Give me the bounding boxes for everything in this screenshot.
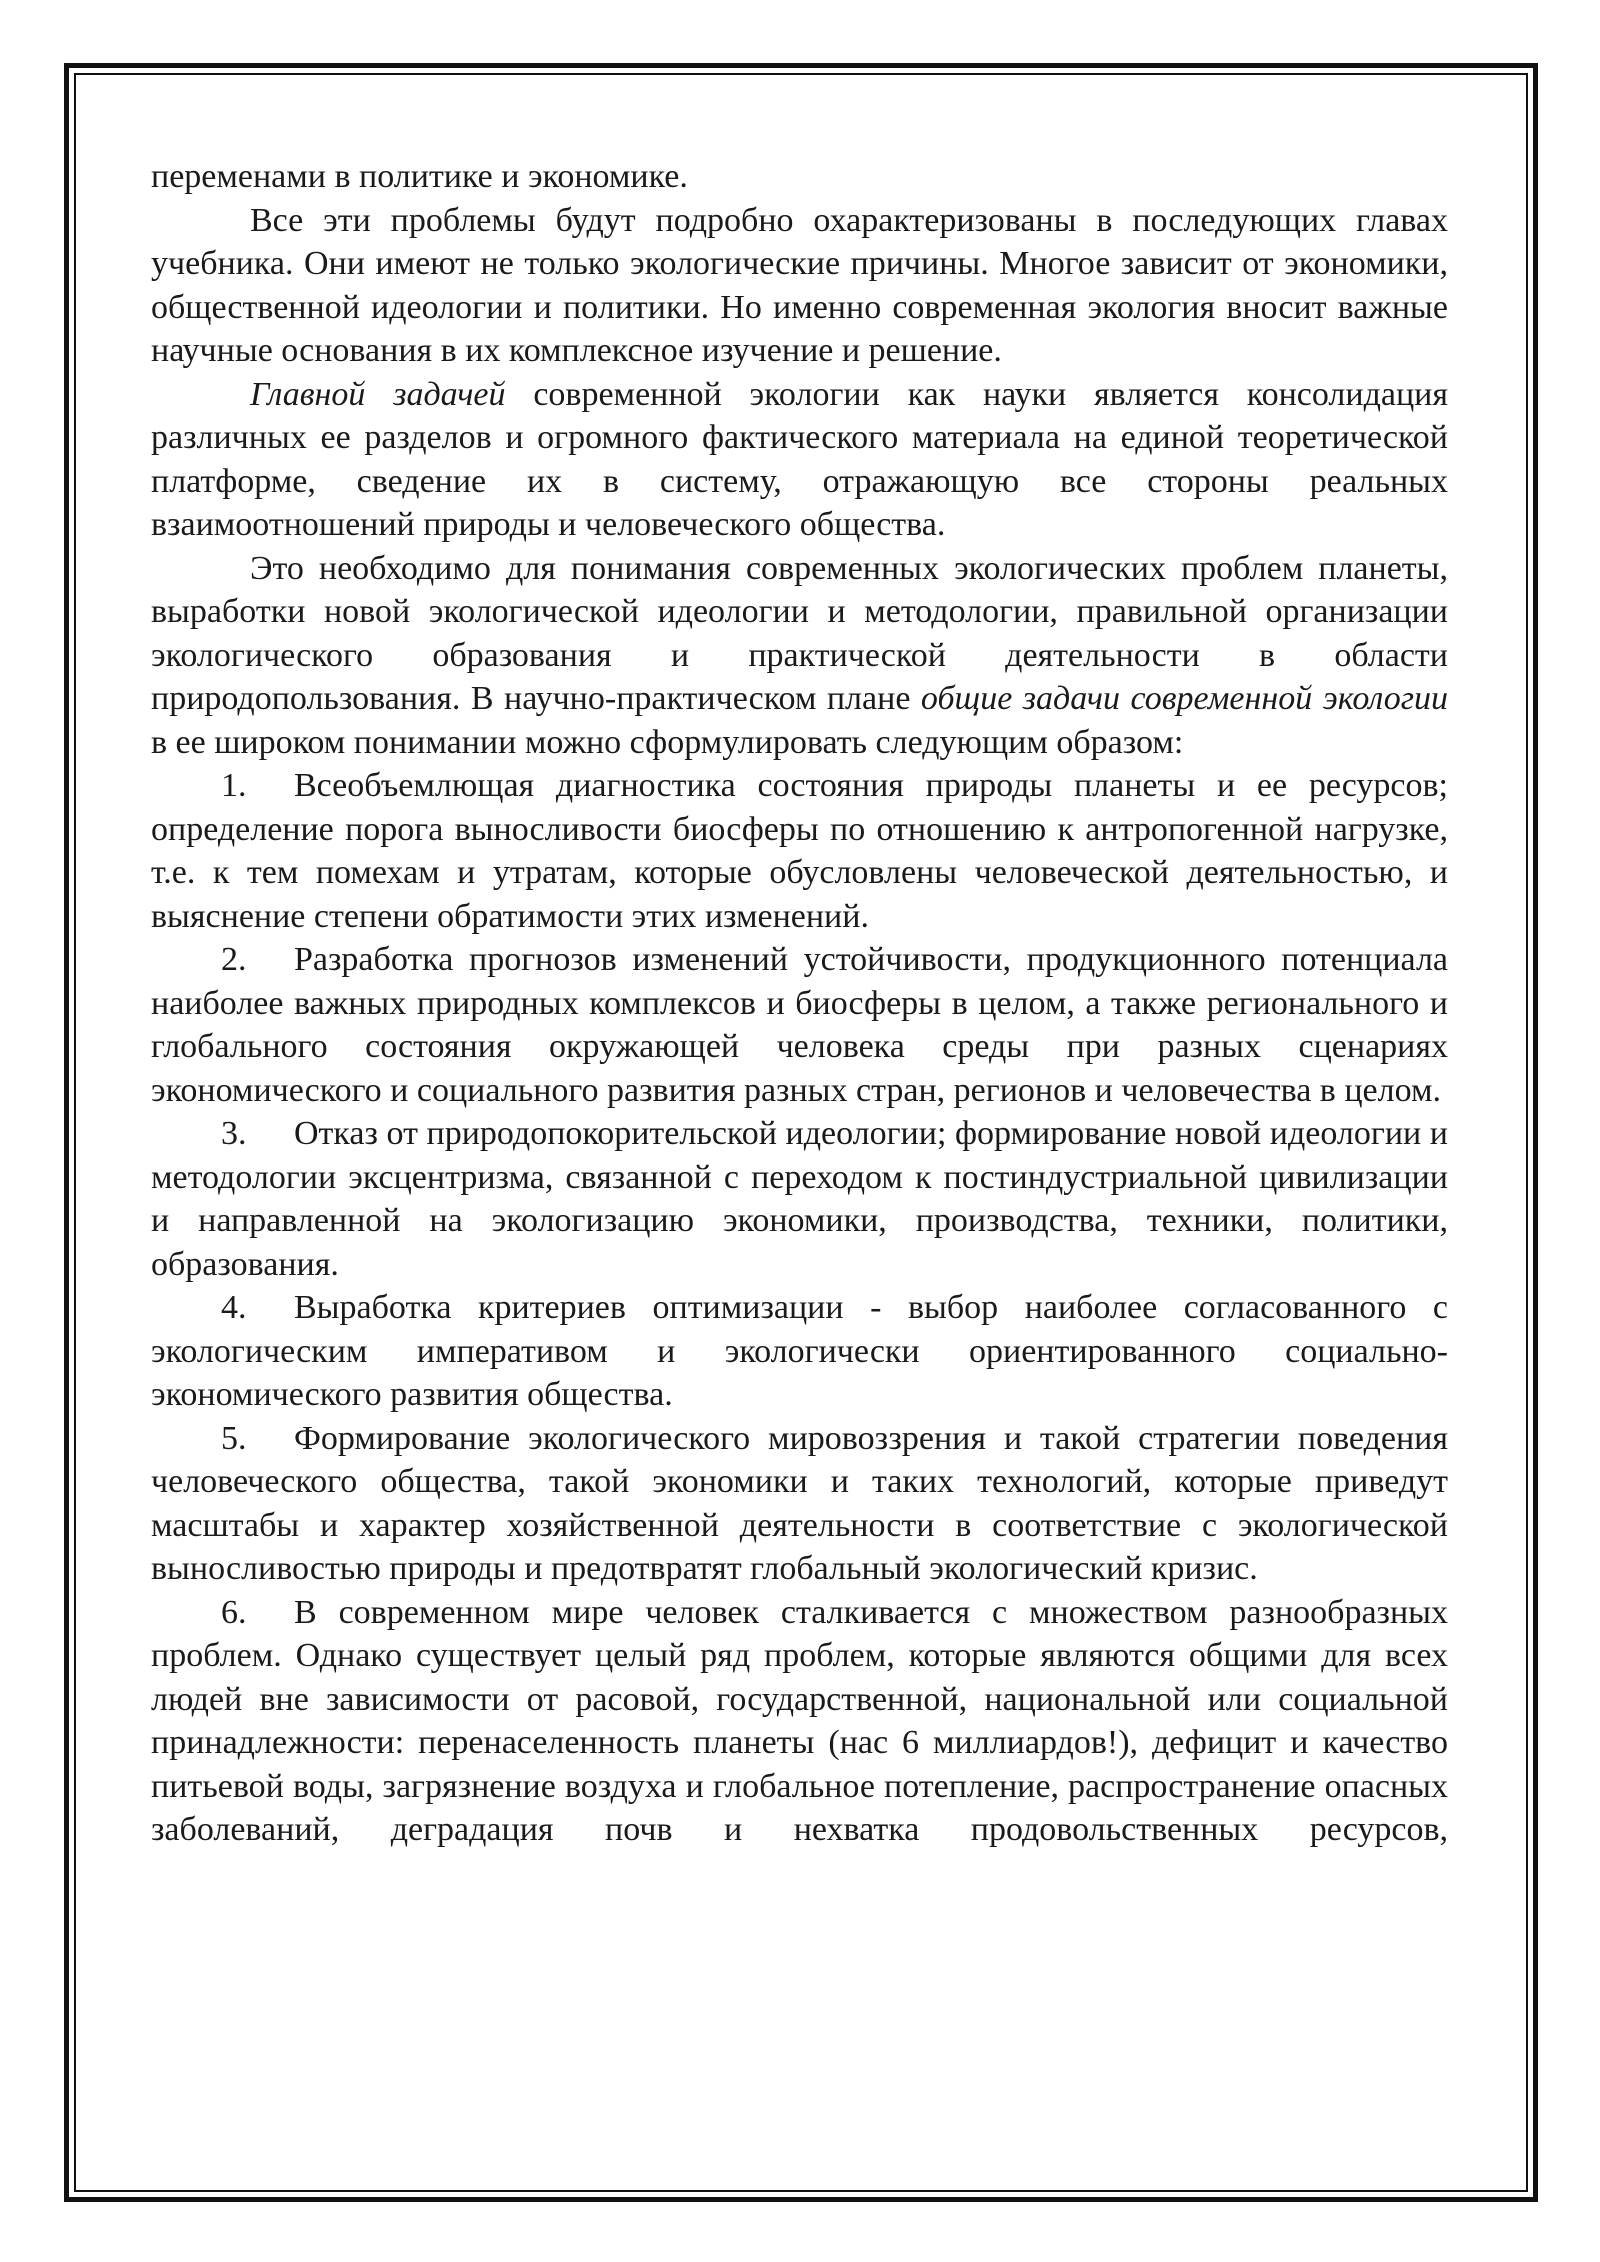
list-item-text: Разработка прогнозов изменений устойчивости, продукционного потенциала наиболее важных природных комплексов и биосферы в целом, а также регионального и глобального состояния окружающей человека среды при разных сценариях экономического и социального развития разных стран, регионов и человечества в целом. [151, 941, 1448, 1109]
list-item-text: Формирование экологического мировоззрения и такой стратегии поведения человеческого общества, такой экономики и таких технологий, которые приведут масштабы и характер хозяйственной деятельности в соответствие с экологической выносливостью природы и предотвратят глобальный экологический кризис. [151, 1419, 1448, 1587]
list-item [151, 1591, 1448, 1852]
list-number: 5. [221, 1419, 247, 1457]
list-number: 1. [221, 767, 247, 804]
paragraph-main-task [151, 373, 1448, 547]
main-task-text: современной экологии как науки является консолидация различных ее разделов и огромного фактического материала на единой теоретической платформе, сведение их в систему, отражающую все стороны реальных взаимоотношений природы и человеческого общества. [151, 375, 1448, 543]
list-number: 6. [221, 1593, 247, 1631]
list-number: 2. [221, 941, 247, 978]
list-item [151, 764, 1448, 938]
necessity-text-after: в ее широком понимании можно сформулировать следующим образом: [151, 723, 1184, 761]
list-item [151, 1112, 1448, 1286]
list-number: 4. [221, 1289, 247, 1326]
italic-main-task: Главной задачей [250, 375, 506, 413]
list-item-text: Выработка критериев оптимизации - выбор наиболее согласованного с экологическим императивом и экологически ориентированного социально-экономического развития общества. [151, 1289, 1448, 1413]
list-item-text: В современном мире человек сталкивается с множеством разнообразных проблем. Однако существует целый ряд проблем, которые являются общими для всех людей вне зависимости от расовой, государственной, национальной или социальной принадлежности: перенаселенность планеты (нас 6 миллиардов!), дефицит и качество питьевой воды, загрязнение воздуха и глобальное потепление, распространение опасных заболеваний, деградация почв и нехватка продовольственных ресурсов, [151, 1593, 1448, 1848]
list-item-text: Всеобъемлющая диагностика состояния природы планеты и ее ресурсов; определение порога выносливости биосферы по отношению к антропогенной нагрузке, т.е. к тем помехам и утратам, которые обусловлены человеческой деятельностью, и выяснение степени обратимости этих изменений. [151, 767, 1448, 935]
list-item [151, 938, 1448, 1112]
list-item-text: Отказ от природопокорительской идеологии; формирование новой идеологии и методологии эксцентризма, связанной с переходом к постиндустриальной цивилизации и направленной на экологизацию экономики, производства, техники, политики, образования. [151, 1115, 1448, 1283]
list-item [151, 1417, 1448, 1591]
paragraph-problems: Все эти проблемы будут подробно охарактеризованы в последующих главах учебника. Они имеют не только экологические причины. Многое зависит от экономики, общественной идеологии и политики. Но именно современная экология вносит важные научные основания в их комплексное изучение и решение. [151, 201, 1448, 369]
document-body [151, 155, 1448, 1852]
italic-general-tasks: общие задачи современной экологии [920, 680, 1448, 717]
paragraph-necessity [151, 547, 1448, 765]
list-number: 3. [221, 1115, 247, 1152]
necessity-text-before: Это необходимо для понимания современных экологических проблем планеты, выработки новой экологической идеологии и методологии, правильной организации экологического образования и практической деятельности в области природопользования. В научно-практическом плане [151, 549, 1448, 717]
paragraph-continuation: переменами в политике и экономике. [151, 158, 688, 195]
list-item [151, 1286, 1448, 1417]
